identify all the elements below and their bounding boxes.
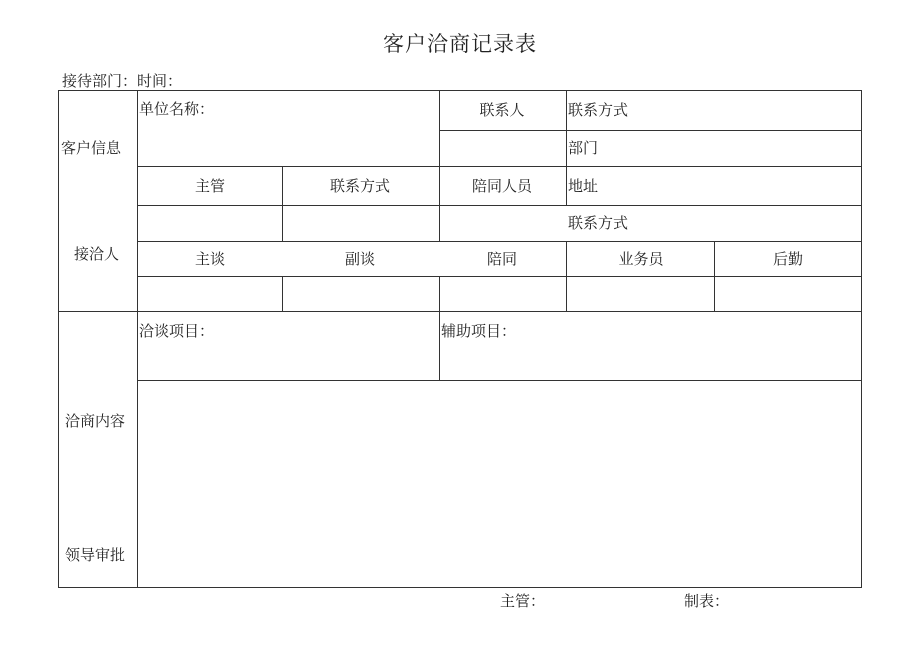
address-contact-label: 联系方式 <box>568 214 629 232</box>
col-divider-contact-method <box>566 90 567 166</box>
accompanying-staff-label: 陪同人员 <box>471 177 533 195</box>
col-divider-accompany-sales <box>566 241 567 311</box>
contact-person-label: 联系人 <box>479 101 525 119</box>
col-divider-unit-contact <box>439 90 440 241</box>
reception-dept-time-label: 接待部门：时间： <box>62 72 183 90</box>
col-divider-supervisor <box>282 166 283 241</box>
supervisor-label: 主管 <box>194 177 226 195</box>
table-border-bottom <box>58 587 862 588</box>
row-divider-roles-header <box>137 241 862 242</box>
department-label: 部门 <box>568 139 599 157</box>
col-divider-lead-values <box>282 276 283 311</box>
project-label: 洽谈项目： <box>139 322 215 340</box>
row-divider-roles-values <box>137 276 862 277</box>
col-divider-project-aux <box>439 311 440 380</box>
deputy-negotiator-label: 副谈 <box>344 250 376 268</box>
row-divider-project-content <box>137 380 862 381</box>
row-divider-customer-supervisor <box>137 166 862 167</box>
row-divider-contact-dept <box>439 130 862 131</box>
table-border-top <box>58 90 862 91</box>
unit-name-label: 单位名称： <box>139 100 215 118</box>
customer-info-section-label: 客户信息 <box>61 139 122 157</box>
sales-rep-label: 业务员 <box>618 250 664 268</box>
reception-section-label: 接洽人 <box>74 245 120 263</box>
contact-method-label: 联系方式 <box>568 101 629 119</box>
col-divider-staff-address <box>566 166 567 206</box>
row-divider-supervisor-values <box>137 205 862 206</box>
accompany-label: 陪同 <box>486 250 518 268</box>
aux-project-label: 辅助项目： <box>441 322 517 340</box>
address-label: 地址 <box>568 177 599 195</box>
page-title: 客户洽商记录表 <box>383 32 537 56</box>
negotiation-section-label: 洽商内容 <box>65 412 126 430</box>
table-border-left <box>58 90 59 588</box>
approval-section-label: 领导审批 <box>65 546 126 564</box>
section-label-column-divider <box>137 90 138 588</box>
lead-negotiator-label: 主谈 <box>194 250 226 268</box>
footer-prepared-by-label: 制表： <box>684 592 730 610</box>
col-divider-sales-logistics <box>714 241 715 311</box>
supervisor-contact-label: 联系方式 <box>329 177 391 195</box>
row-divider-reception-negotiation <box>58 311 862 312</box>
col-divider-deputy-values <box>439 276 440 311</box>
table-border-right <box>861 90 862 588</box>
footer-supervisor-label: 主管： <box>500 592 546 610</box>
logistics-label: 后勤 <box>772 250 804 268</box>
